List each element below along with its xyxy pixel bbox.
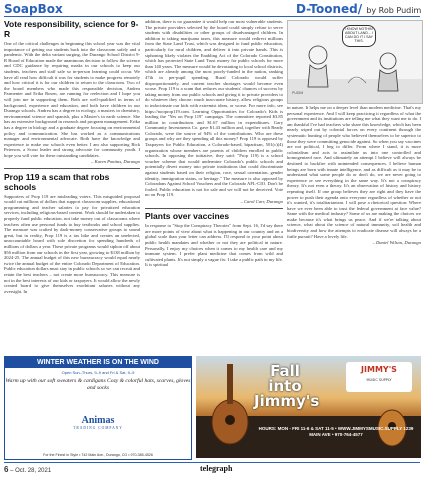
- section-title-dtooned: [296, 2, 421, 16]
- column-1: [4, 19, 140, 294]
- ad-weather-logo-name: Animas: [81, 415, 115, 426]
- article-body-prop119-cont: addition, there is no guarantee it would help our most vulnerable students. The private providers selected by the board could simply refuse to serve students with disabilities or other groups of disadvantaged children. In addition to taking marijuana taxes, this measure would redirect millions from the State Land Trust, which was designed to fund public education, particularly for rural children, and deliver it into private hands. This is siphoning likely violates the Enabling Act of the Colorado Constitution, which has protected State Land Trust money for public schools for more than 140 years. The measure would be devastating to local school districts, which are already among the most poorly-funded in the nation, ranking 47th in per-pupil spending. Rural Colorado would suffer disproportionately, and current teacher shortages would become even worse. Prop 119 is a scam that reduces our students' chances of success by taking money from our public schools and giving it to private providers to do whatever they choose: much inaccurate history, allow religious groups to indoctrinate our kids with extremist ideas, or worse. For more info, see https://nooprop119.com. Learning Opportunities for Colorado's Kids is leading the "Yes on Prop 119" campaign. The committee reported $3.85 million in contributions and $1.67 million in expenditures. Gary Community Investments Co. gave $1.43 million and, together with Ready Colorado, were the source of 94% of the contributions. Who are these groups and why are they spending all this money? Prop 119 is opposed by Taxpayers for Public Education, a Colorado-based, bipartisan, 501(c)(4) organization whose members are parents of children enrolled in public schools. In opposing the initiative, they said: "Prop 119) is a school voucher scheme that would undermine Colorado's public schools and potentially divert money into private institutions that could discriminate against students based on their religion, race, sexual orientation, gender identity, immigration status, or heritage." The measure is also opposed by Coloradans Against School Vouchers and the Colorado AFL-CIO. Don't be fooled. Public education is not for sale and we will not be deceived. Vote no on Prop 119.: [145, 19, 283, 198]
- article-body-plants: In response to "Stop the Conspiracy Theories" from Sept. 16, I'd say there are more points of view about what is happening in our country and on a global scale than your letter can address. I'll respond to your point about public health mandates and whether or not they are political in nature. Personally, I enjoy my choices when it comes to my health care and my immune system. I prefer plant medicine that comes from wild and cultivated plants. It's not simply a vague fix: I take a public path in my life. It is spiritual: [145, 223, 283, 268]
- ad-weather-banner: WINTER WEATHER IS ON THE WIND: [5, 357, 191, 368]
- ad-fall-hours: HOURS: MON - FRI 11-6 & SAT 11-5 • WWW.JIMMYSMUSIC.SUPPLY 1239 MAIN AVE • 970-764-4577: [258, 426, 414, 437]
- column-2: [145, 19, 283, 268]
- ad-weather-logo-sub: TRADING COMPANY: [73, 426, 123, 430]
- dtooned-label: D-Tooned/: [296, 2, 363, 16]
- column-3: [287, 105, 421, 248]
- cartoon-signature: PUDIM: [292, 91, 304, 95]
- headline-plants-over-vaccines: Plants over vaccines: [145, 211, 230, 222]
- signature-carr: – Carol Carr, Durango: [240, 199, 283, 204]
- ad-weather-tagline: Warm up with our soft sweaters & cardigans Cozy & colorful hats, scarves, gloves and socks: [5, 378, 191, 391]
- ad-animas-trading: [4, 356, 192, 460]
- top-rule: [4, 16, 420, 17]
- dtooned-byline: by Rob Pudim: [366, 6, 422, 15]
- footer-rule: [4, 462, 420, 463]
- section-title-soapbox: SoapBox: [4, 2, 63, 16]
- divider: [145, 208, 283, 209]
- editorial-cartoon: [287, 20, 423, 104]
- headline-prop-119: Prop 119 a scam that robs schools: [4, 171, 110, 192]
- ad-jimmys-music: [196, 356, 421, 458]
- article-body-plants-cont: in nature. It helps me on a deeper level than modern medicine. That's my personal experience. And I will keep practicing it regardless of what the government and its institutions are telling me what they want me to do. I am thankful I've had teachers who share this knowledge, which has been nearly wiped out by colonial forces on every continent through the systematic hunting of people who believed themselves to be superior to those they were committing genocide against. So when you say vaccines are not political, I beg to differ. From where I stand, it is more colonialism and acts to assimilate us into one controlled and homogenized race. And ultimately an attempt I believe will always be destined to backfire with unintended consequences. I believe human beings are born with innate intelligence, and as difficult as it may be to understand what some people do or don't do, we are never going to experience or see everything in the same way. It's not a conspiracy theory. It's not even a theory. It's an observation of history and history repeating itself. If one group believes they are right and they have the power to push their agenda onto everyone regardless of whether or not it's wanted, it's totalitarianism. I will pose a rhetorical question: Where have we ever been able to trust the federal government at face value? Same with the medical industry? Some of us are making the choices we make because it's what brings us peace. And if we're talking about science, what about the science of natural immunity, soil health and biodiversity and how the attempts to eradicate disease will always be a futile pursuit? Have a lovely life.: [287, 105, 421, 239]
- divider: [4, 168, 140, 169]
- signature-pontius: – Karen Pontius, Durango: [91, 159, 140, 165]
- headline-vote-responsibility: Vote responsibility, science for 9-R: [4, 19, 139, 39]
- footer-logo: telegraph: [200, 464, 233, 473]
- ad-fall-headline: Fall into Jimmy's: [254, 362, 320, 410]
- article-body-prop119: Supporters of Prop 119 are misleading voters. This misguided proposal would cut millions of dollars that support classroom supplies, educational programming and teacher salaries to pay for privatized education services, including religious-based content. Work should be undertaken to properly fund public education, not take money out of classrooms where teachers often use personal funds to buy textbooks and school supplies. The measure was crafted by dark-money conservative groups to sound great, but in reality, Prop 119 is a tax hike and creates an unelected, unaccountable board with sole discretion for spending hundreds of millions of dollars a year. These private programs would siphon off about $56 million from our schools in the first year, growing to $138 million by 2024-25. The annual budget of this new bureaucracy would equal nearly twice the annual budget of the entire Colorado Department of Education. Public education dollars must stay in public schools so we can recruit and retain the best teachers – not create more bureaucracy. This measure is not in the best interests of our kids or taxpayers. It would allow the newly created board to give themselves exorbitant salaries without any oversight. In: [4, 193, 140, 294]
- page-number: 6: [4, 465, 9, 474]
- speech-bubble: I KNOW NOTHIN' ABOUT LAND... I CAN DO IT I SAY THIS.: [342, 25, 376, 47]
- ad-weather-hours: Open Sun–Thurs, 9–9 and Fri & Sat, 9–9: [61, 370, 135, 375]
- ad-weather-address: For the Finest in Style • 742 Main Ave., Durango, CO • 970-385-4526: [43, 453, 153, 457]
- ad-fall-brand: [346, 362, 412, 392]
- ad-weather-logo: [63, 415, 133, 430]
- ad-fall-brand-sub: MUSIC SUPPLY: [366, 378, 392, 382]
- ad-fall-brand-name: JIMMY'S: [361, 365, 397, 374]
- signature-wilson: – Daniel Wilson, Durango: [372, 240, 421, 246]
- article-body-vote: One of the critical challenges in beginning this school year was the vital importance of getting our students back into the classroom safely and a pandemic. With the delta variant surging, the Durango School District 9-R Board of Education made the unanimous decision to follow the science and CDC guidance by requiring masks in our schools to keep our students, teachers and staff safe so in-person learning could occur. We have all read how difficult it was for students to make progress remotely and how critical it is for our children to return to the classroom. Two of the board members who made this responsible decision, Andrea Parmenter and Erika Rosen, are running for reelection and I hope you will join me in supporting them. Both are well-qualified in terms of background, experience and education, and both have children in our Durango schools. Andrea has a degree in ecology, a masters in chemistry, environmental science and spanish, plus a Master's in earth science. She has an extensive background in research and program management. Erika has a degree in biology and a graduate degree focusing on environmental policy and communication. She has worked as a communications manager and environmental advocate. Both have the knowledge and experience to make our schools even better. I am also supporting Rick Peterson, a Scout leader and strong advocate for community youth. I hope you will vote for these outstanding candidates.: [4, 41, 140, 158]
- page-date: Oct. 28, 2021: [15, 468, 52, 474]
- folio: [4, 465, 51, 474]
- page-footer: [4, 462, 420, 478]
- footer-separator: –: [10, 468, 16, 474]
